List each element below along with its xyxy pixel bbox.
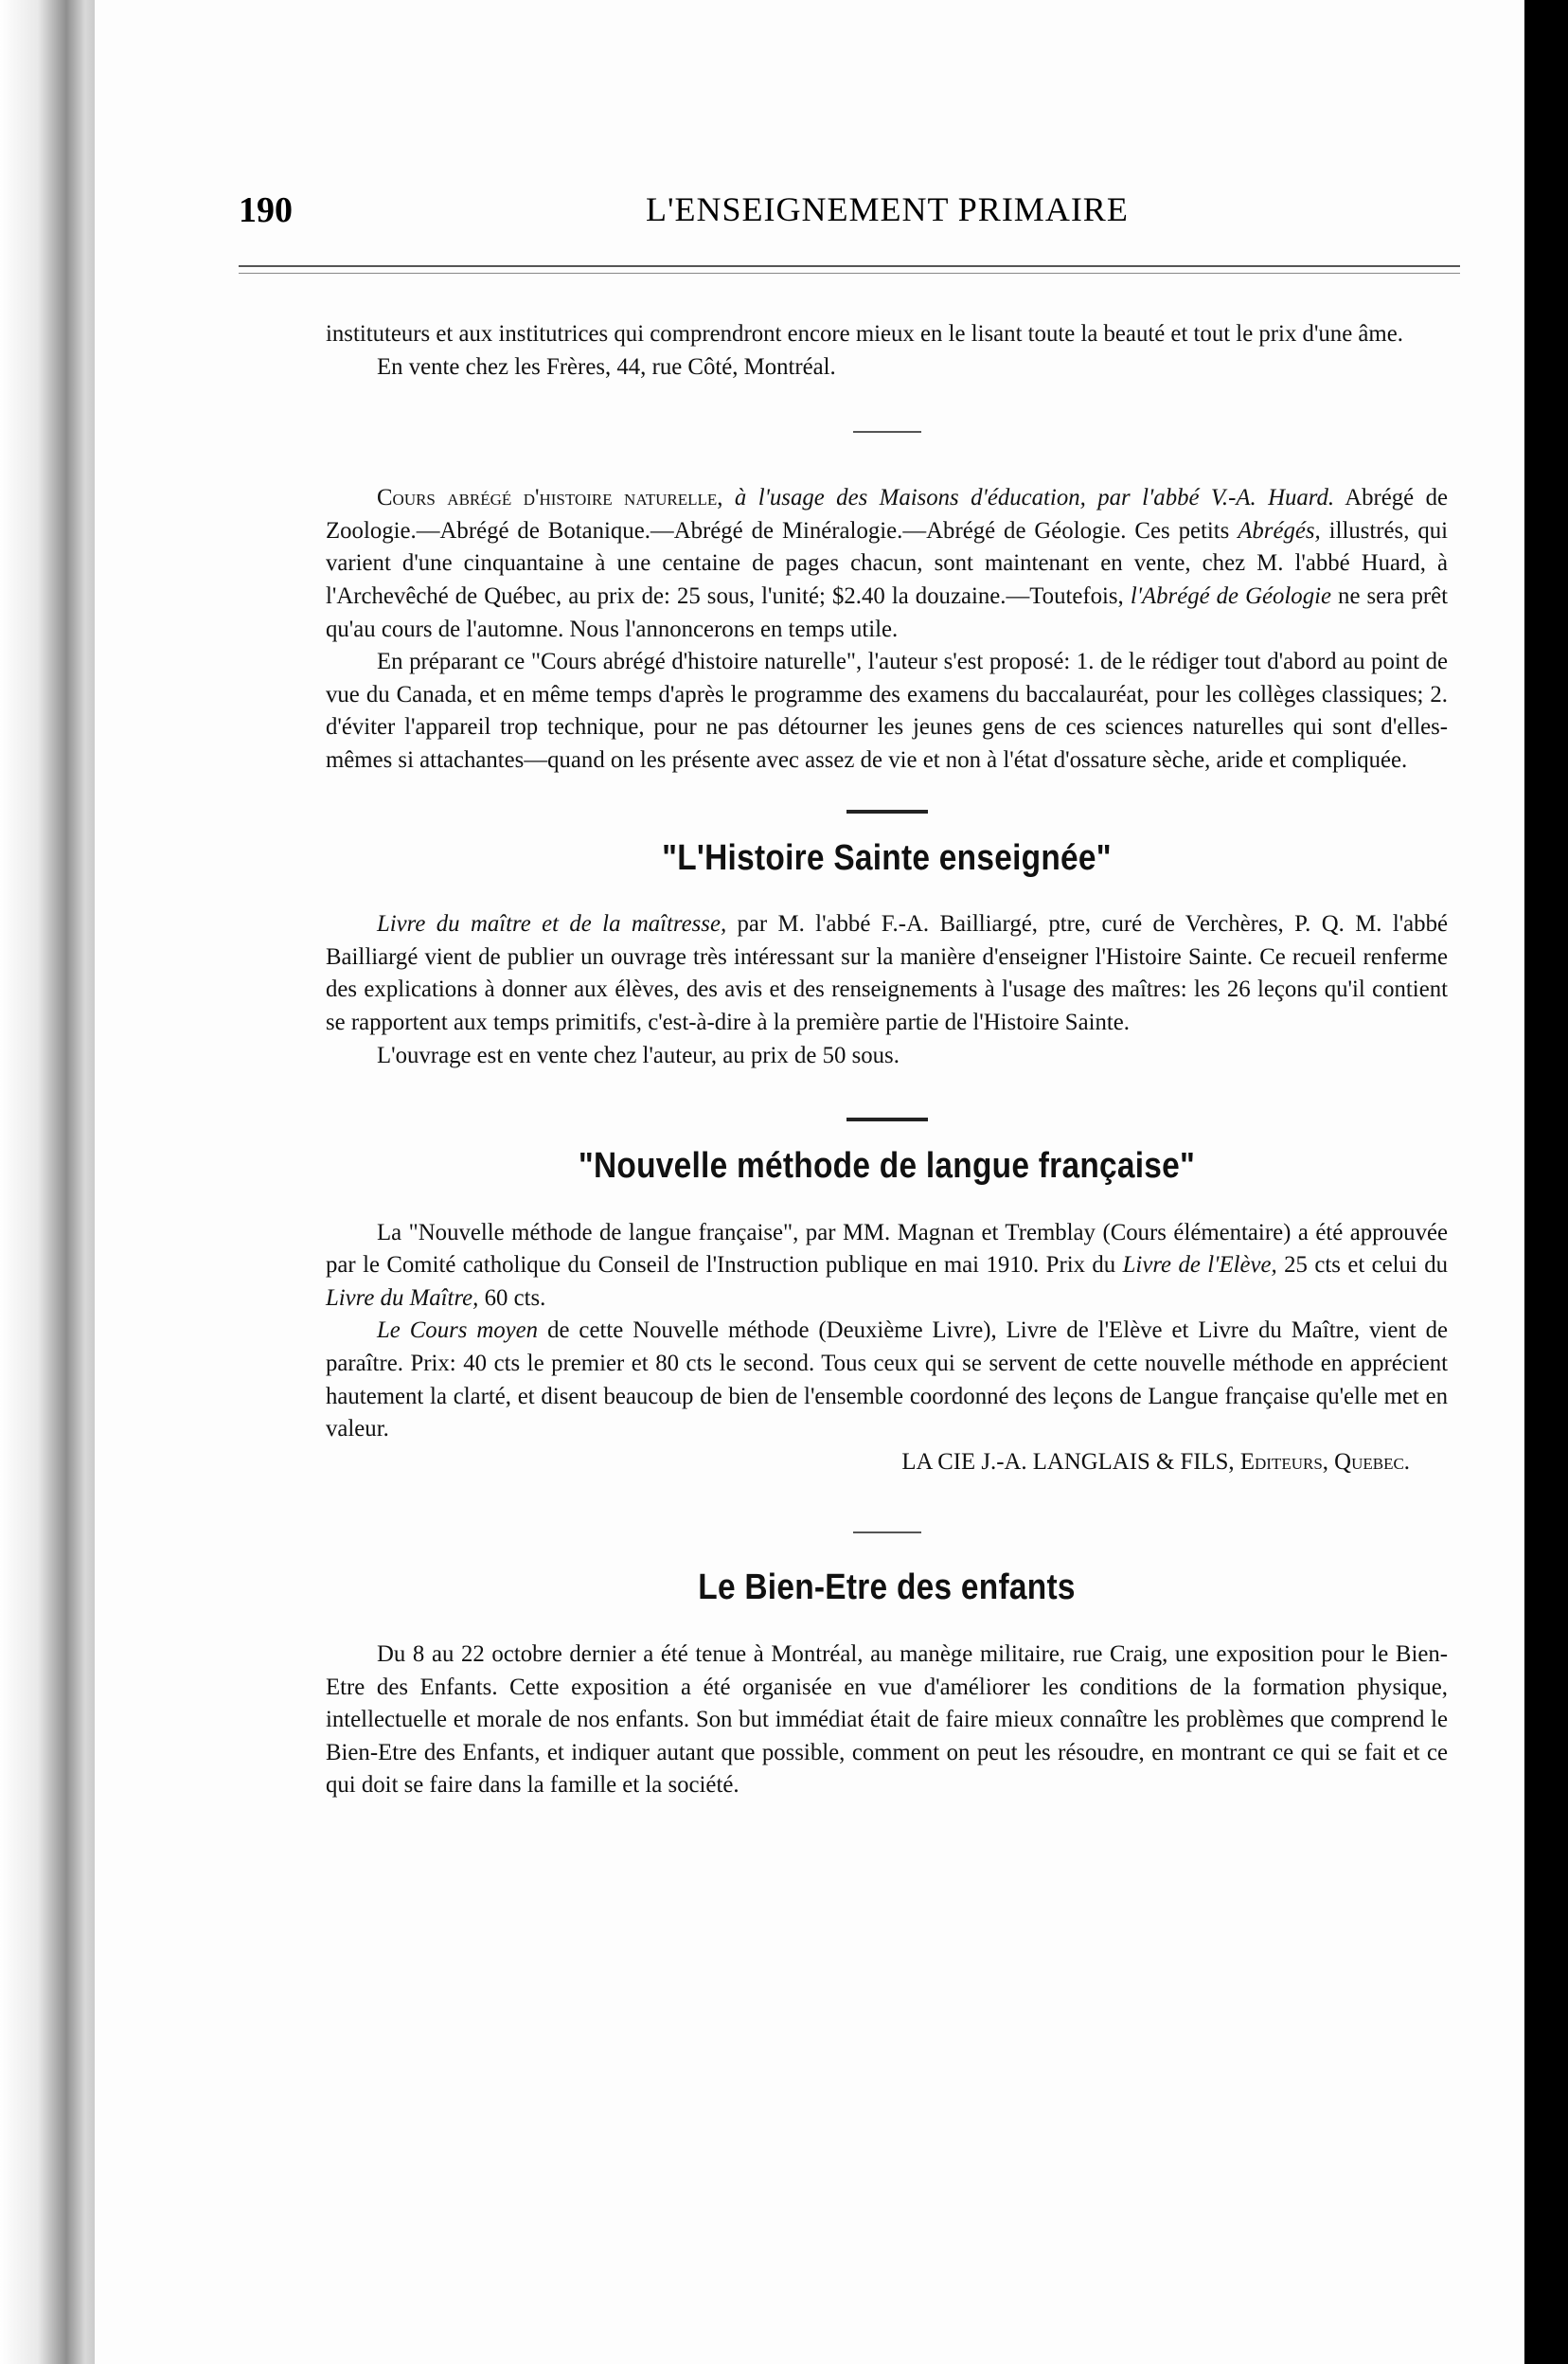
cours-paragraph-1 [326,482,1448,646]
intro-sale-line: En vente chez les Frères, 44, rue Côté, Montréal. [377,353,836,380]
edge-fragment: l [1551,1918,1558,1943]
section-divider [853,431,921,433]
adjacent-page-edge [1524,0,1568,2364]
cours-text-c: ne sera prêt qu'au cours de l'automne. Nous l'annoncerons en temps utile. [326,582,1449,642]
publisher-signature [326,1446,1448,1479]
publisher-name: LA CIE J.-A. LANGLAIS & FILS, [901,1448,1235,1475]
methode-text-b: 25 cts et celui du [1284,1252,1449,1279]
edge-fragment: I [1551,1852,1559,1876]
cours-abrege-geologie: l'Abrégé de Géologie [1130,582,1331,609]
methode-section [326,1146,1449,1478]
methode-text-a: La "Nouvelle méthode de langue française", par MM. Magnan et Tremblay (Cours élémentaire) a été approuvée par le Comité catholique du Conseil de l'Instruction publique en mai 1910. Prix du [326,1219,1448,1279]
page-number: 190 [239,190,293,230]
histoire-section [326,837,1448,1073]
methode-livre-maitre: Livre du Maître, [326,1284,479,1311]
intro-section [326,318,1448,384]
methode-heading: "Nouvelle méthode de langue française" [578,1146,1196,1187]
page-content [326,318,1448,1802]
page-header [239,189,1460,237]
histoire-text: par M. l'abbé F.-A. Bailliargé, ptre, curé de Verchères, P. Q. M. l'abbé Bailliargé vient de publier un ouvrage très intéressant sur la manière d'enseigner l'Histoire Sainte. Ce recueil renferme des explications à donner aux élèves, des avis et des renseignements à l'usage des maîtres: les 26 leçons qu'il contient se rapportent aux temps primitifs, c'est-à-dire à la première partie de l'Histoire Sainte. [326,911,1448,1035]
header-rule [239,265,1460,274]
intro-paragraph: instituteurs et aux institutrices qui comprendront encore mieux en le lisant toute la beauté et tout le prix d'une âme. [326,321,1403,347]
cours-abreges: Abrégés, [1238,517,1321,544]
cours-title: Cours abrégé d'histoire naturelle, [377,485,723,511]
cours-text-a: Abrégé de Zoologie.—Abrégé de Botanique.—Abrégé de Minéralogie.—Abrégé de Géologie. Ces petits [326,485,1449,544]
running-title: L'ENSEIGNEMENT PRIMAIRE [646,190,1129,228]
bienetre-heading: Le Bien-Etre des enfants [698,1567,1076,1608]
methode-paragraph-1 [326,1217,1448,1316]
section-divider [846,810,928,814]
histoire-paragraph-1 [326,908,1448,1039]
cours-subtitle: à l'usage des Maisons d'éducation, par l'abbé V.-A. Huard. [734,485,1335,511]
cours-section [326,482,1448,777]
cours-paragraph-2: En préparant ce "Cours abrégé d'histoire naturelle", l'auteur s'est proposé: 1. de le rédiger tout d'abord au point de vue du Canada, et en même temps d'après le programme des examens du baccalauréat, pour les collèges classiques; 2. d'éviter l'appareil trop technique, pour ne pas détourner les jeunes gens de ces sciences naturelles qui sont d'elles-mêmes si attachantes—quand on les présente avec assez de vie et non à l'état d'ossature sèche, aride et compliquée. [326,649,1448,773]
edge-fragment: c [1551,1885,1561,1909]
histoire-paragraph-2: L'ouvrage est en vente chez l'auteur, au prix de 50 sous. [377,1042,900,1068]
methode-paragraph-2 [326,1315,1448,1445]
methode-cours-moyen: Le Cours moyen [377,1317,539,1344]
edge-fragment: s [1551,1981,1560,2006]
methode-text-c: 60 cts. [484,1284,546,1311]
histoire-book-title: Livre du maître et de la maîtresse, [377,911,727,938]
section-divider [853,1531,921,1533]
methode-text: de cette Nouvelle méthode (Deuxième Livre), Livre de l'Elève et Livre du Maître, vient de paraître. Prix: 40 cts le premier et 80 cts le second. Tous ceux qui se servent de cette nouvelle méthode en apprécient hautement la clarté, et disent beaucoup de bien de l'ensemble coordonné des leçons de Langue française qu'elle met en valeur. [326,1317,1448,1442]
bienetre-section [326,1567,1448,1802]
section-divider [846,1118,928,1121]
publisher-city: Editeurs, Quebec. [1239,1448,1410,1475]
histoire-heading: "L'Histoire Sainte enseignée" [662,837,1112,878]
bienetre-paragraph: Du 8 au 22 octobre dernier a été tenue à Montréal, au manège militaire, rue Craig, une exposition pour le Bien-Etre des Enfants. Cette exposition a été organisée en vue d'améliorer les conditions de la formation physique, intellectuelle et morale de nos enfants. Son but immédiat était de faire mieux connaître les problèmes que comprend le Bien-Etre des Enfants, et indiquer autant que possible, comment on peut les résoudre, en montrant ce qui se fait et ce qui doit se faire dans la famille et la société. [326,1641,1448,1799]
cours-text-b: illustrés, qui varient d'une cinquantaine à une centaine de pages chacun, sont maintenant en vente, chez M. l'abbé Huard, à l'Archevêché de Québec, au prix de: 25 sous, l'unité; $2.40 la douzaine.—Toutefois, [326,517,1449,609]
edge-fragment: t [1551,2015,1558,2039]
methode-livre-eleve: Livre de l'Elève, [1122,1252,1277,1279]
